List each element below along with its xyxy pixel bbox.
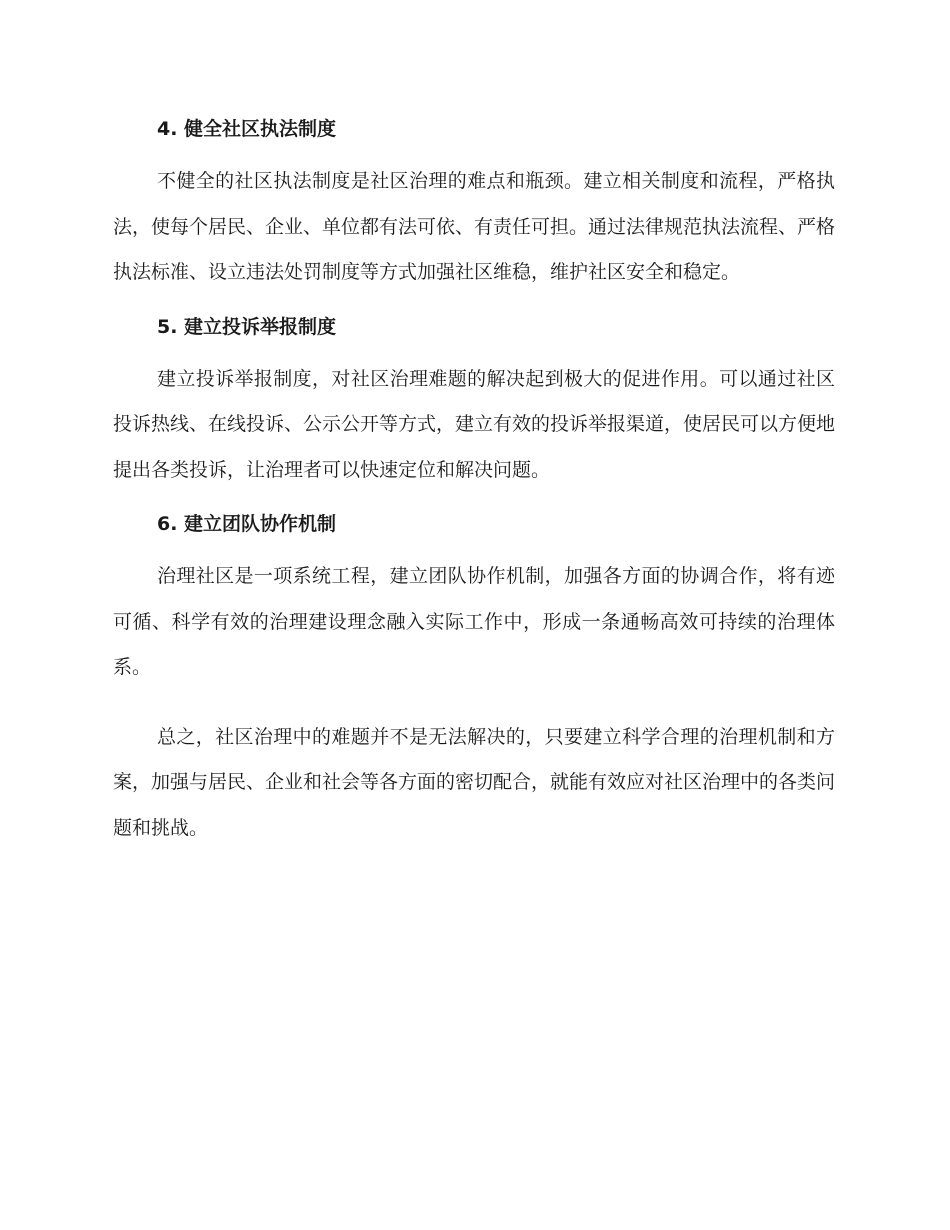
section-body-5: 建立投诉举报制度，对社区治理难题的解决起到极大的促进作用。可以通过社区投诉热线、在线投诉、公示公开等方式，建立有效的投诉举报渠道，使居民可以方便地提出各类投诉，让治理者可以快速定位和解决问题。 [113, 367, 836, 481]
conclusion-paragraph: 总之，社区治理中的难题并不是无法解决的，只要建立科学合理的治理机制和方案，加强与居民、企业和社会等各方面的密切配合，就能有效应对社区治理中的各类问题和挑战。 [113, 725, 836, 839]
document-body [113, 113, 835, 851]
section-heading-5: 5. 建立投诉举报制度 [157, 315, 337, 338]
section-heading-6: 6. 建立团队协作机制 [157, 513, 337, 535]
section-heading-4: 4. 健全社区执法制度 [157, 118, 337, 140]
section-body-4: 不健全的社区执法制度是社区治理的难点和瓶颈。建立相关制度和流程，严格执法，使每个居民、企业、单位都有法可依、有责任可担。通过法律规范执法流程、严格执法标准、设立违法处罚制度等方式加强社区维稳，维护社区安全和稳定。 [113, 170, 836, 283]
section-body-6: 治理社区是一项系统工程，建立团队协作机制，加强各方面的协调合作，将有迹可循、科学有效的治理建设理念融入实际工作中，形成一条通畅高效可持续的治理体系。 [113, 565, 835, 678]
